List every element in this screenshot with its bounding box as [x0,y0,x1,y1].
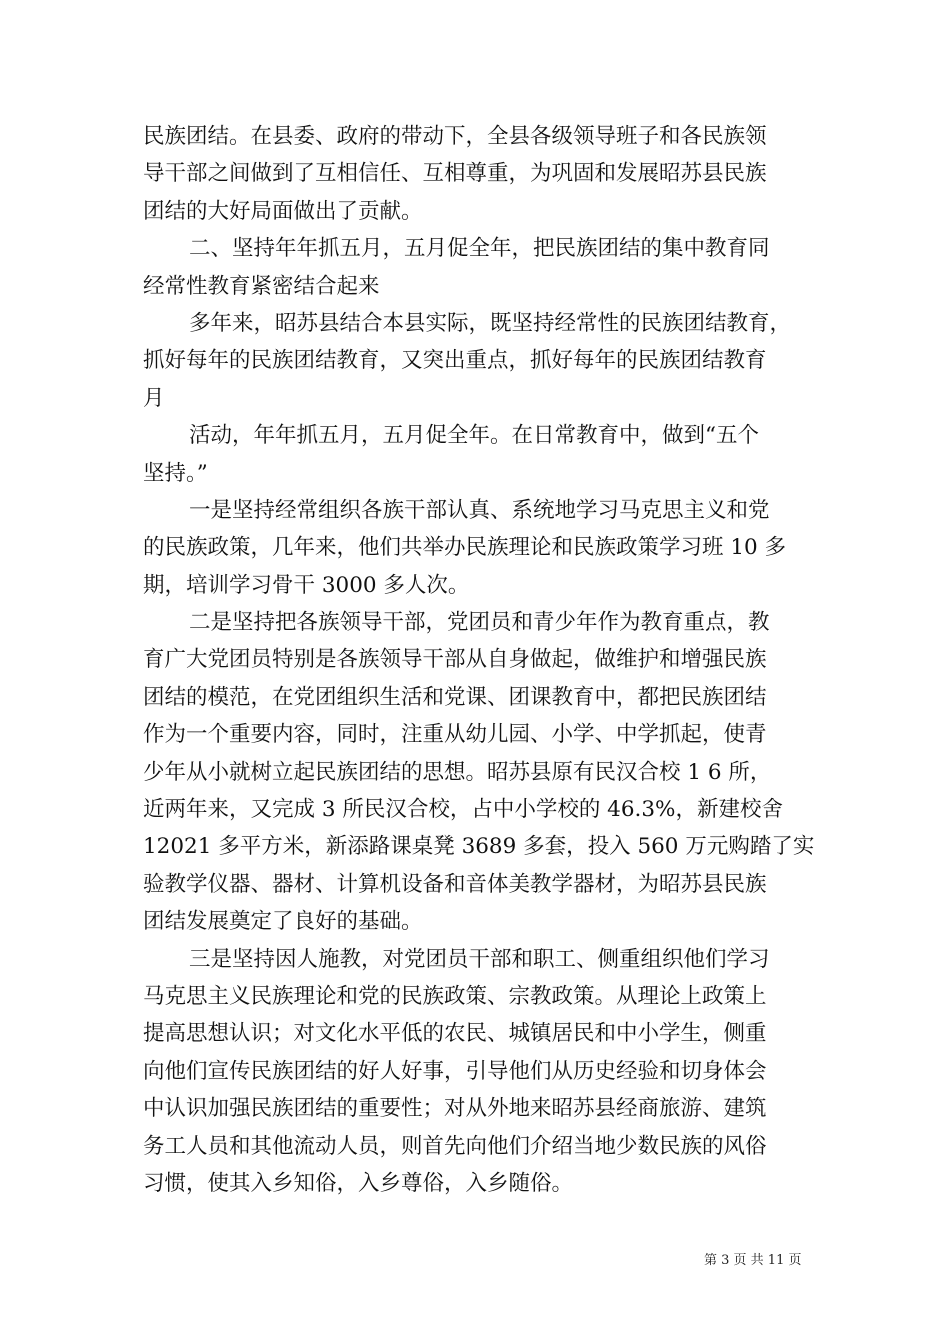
text-line: 一是坚持经常组织各族干部认真、系统地学习马克思主义和党 [189,497,770,523]
text-line: 活动，年年抓五月，五月促全年。在日常教育中，做到“五个 [189,423,759,449]
text-line: 向他们宣传民族团结的好人好事，引导他们从历史经验和切身体会 [143,1058,767,1084]
text-line: 育广大党团员特别是各族领导干部从自身做起，做维护和增强民族 [143,647,767,673]
text-line: 中认识加强民族团结的重要性；对从外地来昭苏县经商旅游、建筑 [143,1096,767,1122]
text-line: 民族团结。在县委、政府的带动下，全县各级领导班子和各民族领 [143,124,767,149]
text-line: 三是坚持因人施教，对党团员干部和职工、侧重组织他们学习 [189,946,770,972]
text-line: 12021 多平方米，新添路课桌凳 3689 多套，投入 560 万元购踏了实 [143,834,815,860]
text-line: 坚持。” [143,460,208,486]
section-heading-2: 二、坚持年年抓五月，五月促全年，把民族团结的集中教育同 [189,236,770,262]
text-line: 近两年来，又完成 3 所民汉合校，占中小学校的 46.3%，新建校舍 [143,797,783,823]
text-line: 二是坚持把各族领导干部，党团员和青少年作为教育重点，教 [189,610,770,636]
text-line: 作为一个重要内容，同时，注重从幼儿园、小学、中学抓起，使青 [143,722,767,748]
text-line: 务工人员和其他流动人员，则首先向他们介绍当地少数民族的风俗 [143,1133,767,1159]
text-line: 习惯，使其入乡知俗，入乡尊俗，入乡随俗。 [143,1170,574,1196]
text-line: 导干部之间做到了互相信任、互相尊重，为巩固和发展昭苏县民族 [143,161,767,187]
page-footer: 第 3 页 共 11 页 [704,1253,802,1268]
text-line: 少年从小就树立起民族团结的思想。昭苏县原有民汉合校 1 6 所， [143,759,772,785]
body-text [143,118,813,1202]
section-heading-2-cont: 经常性教育紧密结合起来 [143,273,380,299]
text-line: 团结的模范，在党团组织生活和党课、团课教育中，都把民族团结 [143,684,767,710]
text-line: 验教学仪器、器材、计算机设备和音体美教学器材，为昭苏县民族 [143,871,767,897]
text-line: 团结发展奠定了良好的基础。 [143,909,423,935]
text-line: 的民族政策，几年来，他们共举办民族理论和民族政策学习班 10 多 [143,535,787,561]
text-line: 月 [143,385,165,411]
text-line: 多年来，昭苏县结合本县实际，既坚持经常性的民族团结教育， [189,310,792,336]
text-line: 团结的大好局面做出了贡献。 [143,198,423,224]
text-line: 抓好每年的民族团结教育，又突出重点，抓好每年的民族团结教育 [143,348,767,374]
text-line: 提高思想认识；对文化水平低的农民、城镇居民和中小学生，侧重 [143,1021,767,1047]
text-line: 期，培训学习骨干 3000 多人次。 [143,572,470,598]
text-line: 马克思主义民族理论和党的民族政策、宗教政策。从理论上政策上 [143,983,767,1009]
